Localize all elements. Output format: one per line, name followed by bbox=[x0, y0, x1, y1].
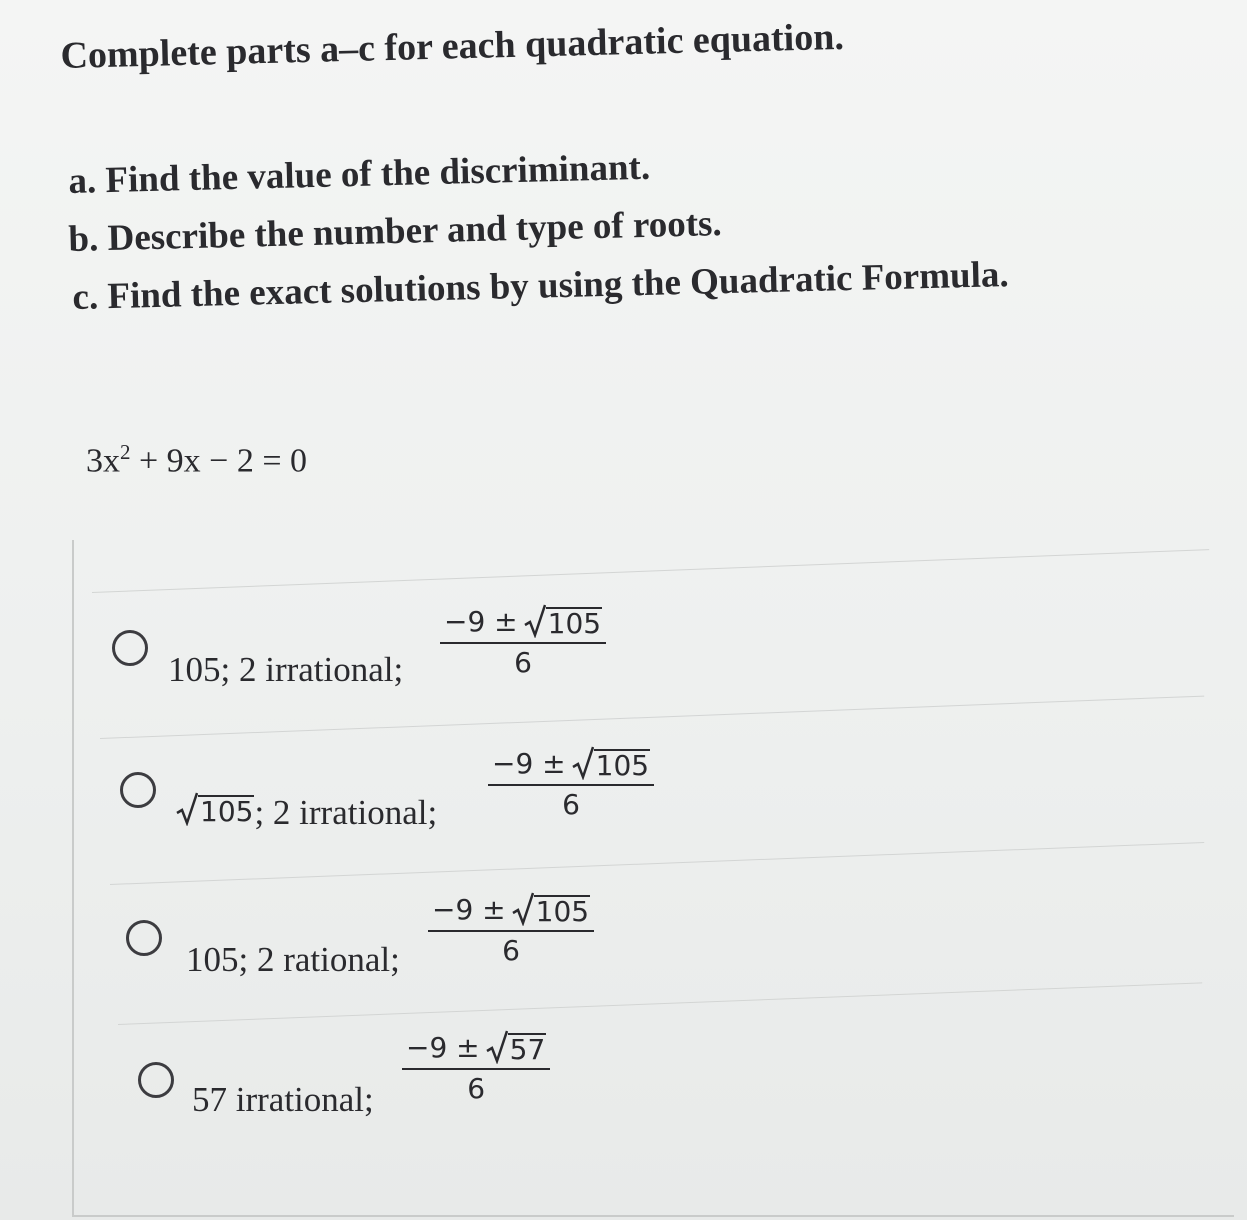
choice-2-numerator-lead: −9 ± bbox=[492, 747, 566, 780]
radical-icon bbox=[524, 604, 546, 638]
choice-2-text: ; 2 irrational; bbox=[254, 793, 438, 832]
choice-3-text: 105; 2 rational; bbox=[186, 940, 400, 979]
choice-3-solution-fraction bbox=[428, 892, 594, 967]
choice-2-solution-fraction bbox=[488, 746, 654, 821]
choice-1-sqrt bbox=[524, 604, 602, 638]
choice-2-discriminant-sqrt bbox=[176, 792, 254, 826]
quadratic-equation bbox=[86, 440, 307, 480]
radical-icon bbox=[176, 792, 198, 826]
choice-4-sqrt bbox=[486, 1030, 547, 1064]
choice-2-text-group bbox=[176, 792, 437, 833]
choice-1-numerator bbox=[440, 604, 606, 642]
choice-2-sqrt bbox=[572, 746, 650, 780]
choice-4-numerator bbox=[402, 1030, 550, 1068]
instruction-part-b: b. Describe the number and type of roots. bbox=[68, 203, 723, 260]
radio-choice-4[interactable] bbox=[138, 1062, 174, 1098]
choice-4-radicand: 57 bbox=[509, 1032, 546, 1066]
choice-4-solution-fraction bbox=[402, 1030, 550, 1105]
instruction-part-c: c. Find the exact solutions by using the Quadratic Formula. bbox=[72, 254, 1010, 318]
choice-4-denominator: 6 bbox=[467, 1072, 486, 1105]
choice-3-denominator: 6 bbox=[502, 934, 520, 967]
choice-2-numerator bbox=[488, 746, 654, 784]
choice-3-numerator bbox=[428, 892, 594, 930]
choice-1-numerator-lead: −9 ± bbox=[444, 605, 518, 638]
radical-icon bbox=[512, 892, 534, 926]
choice-4-numerator-lead: −9 ± bbox=[406, 1031, 480, 1064]
equation-exponent: 2 bbox=[120, 440, 131, 464]
choice-3-radicand: 105 bbox=[535, 894, 590, 928]
choice-4-text: 57 irrational; bbox=[192, 1080, 374, 1119]
radio-choice-3[interactable] bbox=[126, 920, 162, 956]
choice-1-solution-fraction bbox=[440, 604, 606, 679]
radical-icon bbox=[486, 1030, 508, 1064]
choice-1-text: 105; 2 irrational; bbox=[168, 650, 404, 689]
instruction-part-a: a. Find the value of the discriminant. bbox=[68, 146, 651, 202]
choice-1-denominator: 6 bbox=[514, 646, 532, 679]
instructions-title: Complete parts a–c for each quadratic equation. bbox=[60, 15, 845, 77]
equation-lead: 3x bbox=[86, 442, 120, 480]
equation-rest: + 9x − 2 = 0 bbox=[130, 442, 308, 480]
choice-2-discriminant-radicand: 105 bbox=[200, 794, 254, 828]
choice-1-radicand: 105 bbox=[547, 606, 602, 640]
radio-choice-2[interactable] bbox=[120, 772, 156, 808]
radical-icon bbox=[572, 746, 594, 780]
choice-3-numerator-lead: −9 ± bbox=[432, 893, 506, 926]
radio-choice-1[interactable] bbox=[112, 630, 148, 666]
choice-3-sqrt bbox=[512, 892, 590, 926]
choice-2-radicand: 105 bbox=[595, 748, 650, 782]
choice-2-denominator: 6 bbox=[562, 788, 580, 821]
